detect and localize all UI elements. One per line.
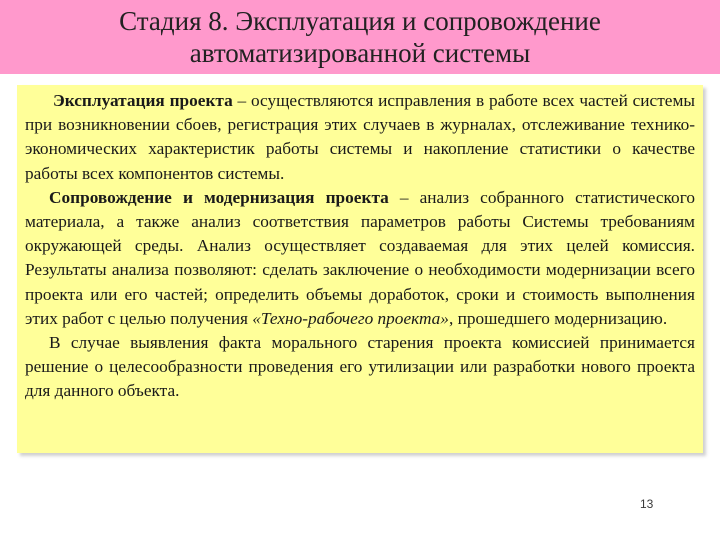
term-operation: Эксплуатация проекта (53, 91, 233, 110)
slide-title-banner (0, 0, 720, 74)
techno-working-project-term: «Техно-рабочего проекта» (252, 308, 449, 328)
paragraph-maintenance (25, 186, 695, 331)
slide-title-line-1: Стадия 8. Эксплуатация и сопровождение (119, 6, 601, 36)
paragraph-operation (25, 89, 695, 186)
maintenance-text-end: , прошедшего модернизацию. (448, 308, 668, 328)
content-box (17, 85, 703, 453)
obsolescence-text: В случае выявления факта морального старения проекта комиссией принимается решение о целесообразности проведения его утилизации или разработки нового проекта для данного объекта. (25, 333, 695, 401)
slide-title-line-2: автоматизированной системы (189, 38, 531, 68)
maintenance-text: – анализ собранного статистического материала, а также анализ соответствия параметров работы Системы требованиям окружающей среды. Анализ осуществляет создаваемая для этих целей комиссия. Результаты анализа позволяют: сделать заключение о необходимости модернизации всего проекта или его частей; определить объемы доработок, сроки и стоимость выполнения этих работ с целью получения (25, 187, 695, 328)
paragraph-obsolescence (25, 331, 695, 404)
operation-text: – осуществляются исправления в работе всех частей системы при возникновении сбоев, регистрация этих случаев в журналах, отслеживание технико-экономических характеристик работы системы и накопление статистики о качестве работы всех компонентов системы. (25, 91, 695, 183)
page-number: 13 (640, 497, 654, 511)
term-maintenance: Сопровождение и модернизация проекта (49, 187, 389, 207)
